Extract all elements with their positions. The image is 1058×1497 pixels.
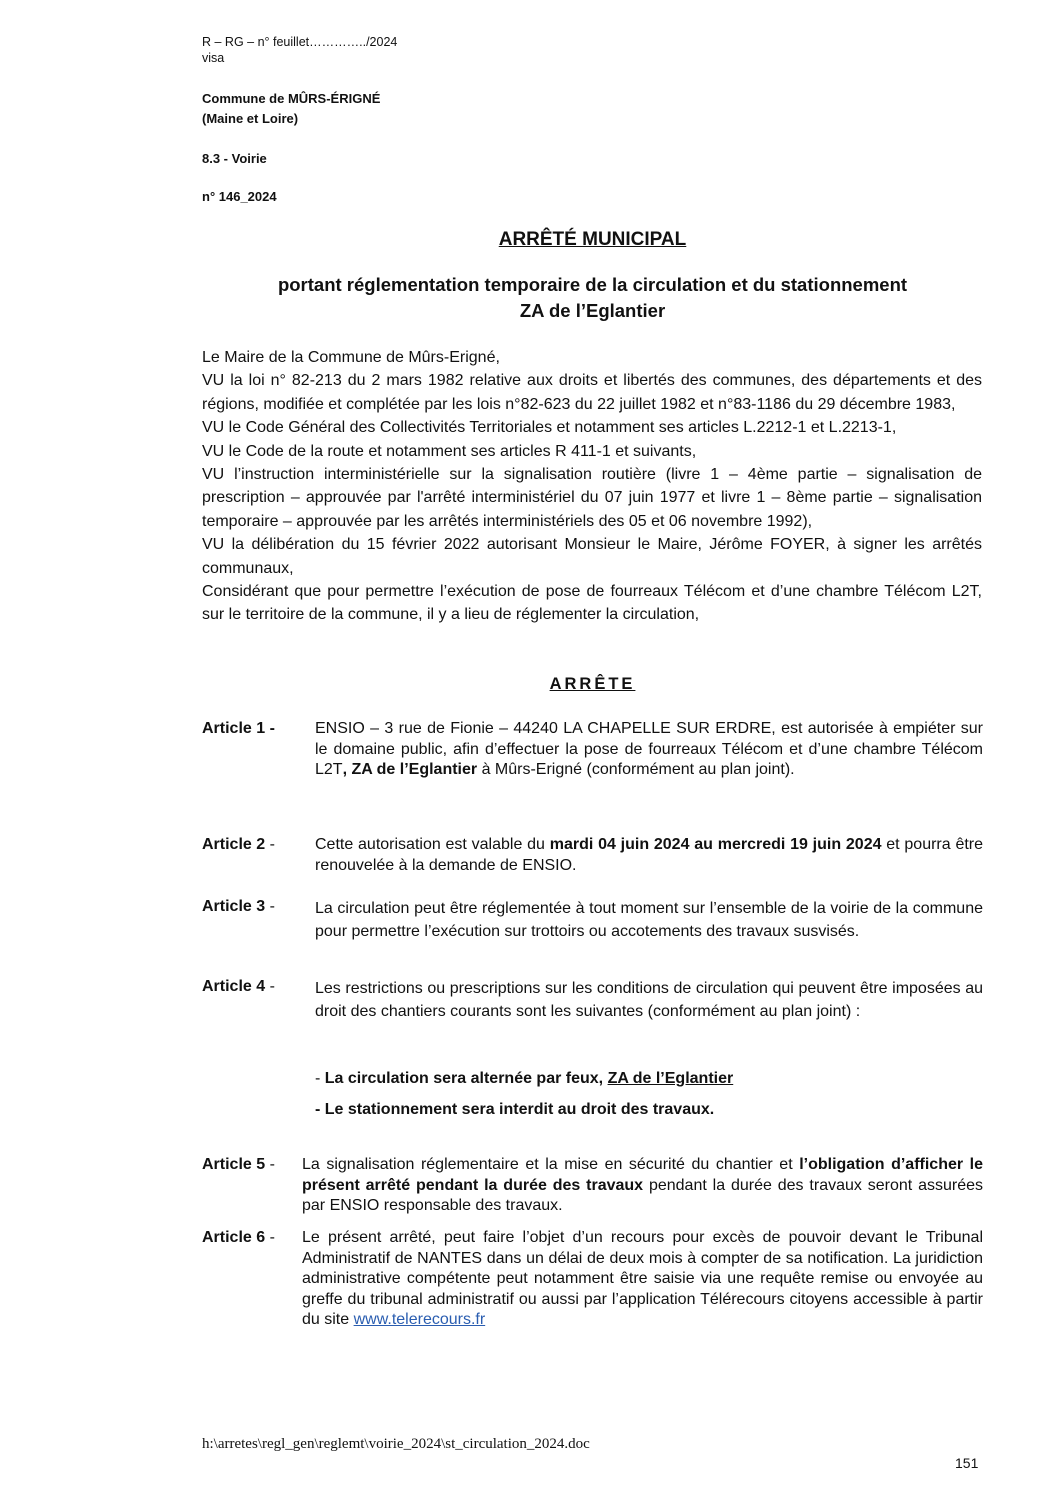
preamble-maire: Le Maire de la Commune de Mûrs-Erigné, — [202, 349, 500, 366]
article-1-label: Article 1 - — [202, 720, 275, 737]
department-name: (Maine et Loire) — [202, 111, 299, 126]
visa-label: visa — [202, 51, 225, 65]
article-4-label: Article 4 - — [202, 978, 275, 995]
article-5-text: La signalisation réglementaire et la mise en sécurité du chantier et l’obligation d’afficher le présent arrêté pendant la durée des travaux pendant la durée des travaux seront assurées par ENSIO responsable des travaux. — [302, 1156, 984, 1214]
article-2-label: Article 2 - — [202, 836, 275, 853]
preamble-vu-deliberation: VU la délibération du 15 février 2022 autorisant Monsieur le Maire, Jérôme FOYER, à signer les arrêtés communaux, — [202, 536, 982, 577]
preamble-vu-cgct: VU le Code Général des Collectivités Territoriales et notamment ses articles L.2212-1 et L.2213-1, — [202, 419, 897, 437]
subtitle-line-2: ZA de l’Eglantier — [519, 300, 666, 321]
subtitle-line-1: portant réglementation temporaire de la circulation et du stationnement — [277, 274, 908, 295]
document-title: ARRÊTÉ MUNICIPAL — [498, 229, 687, 250]
reference-line: R – RG – n° feuillet…………../2024 — [202, 35, 398, 49]
decree-number: n° 146_2024 — [202, 189, 277, 204]
article-2-text: Cette autorisation est valable du mardi 04 juin 2024 au mercredi 19 juin 2024 et pourra être renouvelée à la demande de ENSIO. — [315, 836, 984, 874]
article-6-text: Le présent arrêté, peut faire l’objet d’un recours pour excès de pouvoir devant le Tribunal Administratif de NANTES dans un délai de deux mois à compter de sa notification. La juridiction administrative compétente peut notamment être saisie via une requête remise ou envoyée au greffe du tribunal administratif ou aussi par l’application Télérecours citoyens accessible à partir du site www.telerecours.fr — [302, 1229, 983, 1328]
arrete-heading: ARRÊTE — [549, 675, 636, 693]
article-4-bullet-1: - La circulation sera alternée par feux, ZA de l’Eglantier — [315, 1070, 734, 1087]
preamble-vu-instruction: VU l’instruction interministérielle sur la signalisation routière (livre 1 – 4ème partie – signalisation de prescription – approuvée par l'arrêté interministériel du 07 juin 1977 et livre 1 – 8ème partie – signalisation temporaire – approuvée par les arrêtés interministériels des 05 et 06 novembre 1992), — [202, 466, 982, 530]
article-6-label: Article 6 - — [202, 1229, 275, 1246]
file-path: h:\arretes\regl_gen\reglemt\voirie_2024\st_circulation_2024.doc — [202, 1436, 590, 1452]
commune-name: Commune de MÛRS-ÉRIGNÉ — [202, 91, 381, 106]
article-1-text: ENSIO – 3 rue de Fionie – 44240 LA CHAPELLE SUR ERDRE, est autorisée à empiéter sur le domaine public, afin d’effectuer la pose de fourreaux Télécom et d’une chambre Télécom L2T, ZA de l’Eglantier à Mûrs-Erigné (conformément au plan joint). — [315, 720, 983, 778]
article-5-label: Article 5 - — [202, 1156, 275, 1173]
page-number: 151 — [955, 1455, 979, 1471]
preamble-vu-code-route: VU le Code de la route et notamment ses articles R 411-1 et suivants, — [202, 442, 697, 460]
telerecours-link[interactable]: www.telerecours.fr — [353, 1311, 486, 1328]
preamble — [202, 346, 982, 627]
article-3-text: La circulation peut être réglementée à tout moment sur l’ensemble de la voirie de la commune pour permettre l’exécution sur trottoirs ou accotements des travaux susvisés. — [315, 900, 983, 940]
category-label: 8.3 - Voirie — [202, 151, 267, 166]
article-4-bullet-2: - Le stationnement sera interdit au droit des travaux. — [315, 1101, 715, 1118]
preamble-considerant: Considérant que pour permettre l’exécution de pose de fourreaux Télécom et d’une chambre Télécom L2T, sur le territoire de la commune, il y a lieu de réglementer la circulation, — [202, 583, 982, 624]
preamble-vu-loi: VU la loi n° 82-213 du 2 mars 1982 relative aux droits et libertés des communes, des départements et des régions, modifiée et complétée par les lois n°82-623 du 22 juillet 1982 et n°83-1186 du 29 décembre 1983, — [202, 372, 982, 413]
article-3-label: Article 3 - — [202, 898, 275, 915]
article-4-text: Les restrictions ou prescriptions sur les conditions de circulation qui peuvent être imposées au droit des chantiers courants sont les suivantes (conformément au plan joint) : — [315, 980, 983, 1020]
